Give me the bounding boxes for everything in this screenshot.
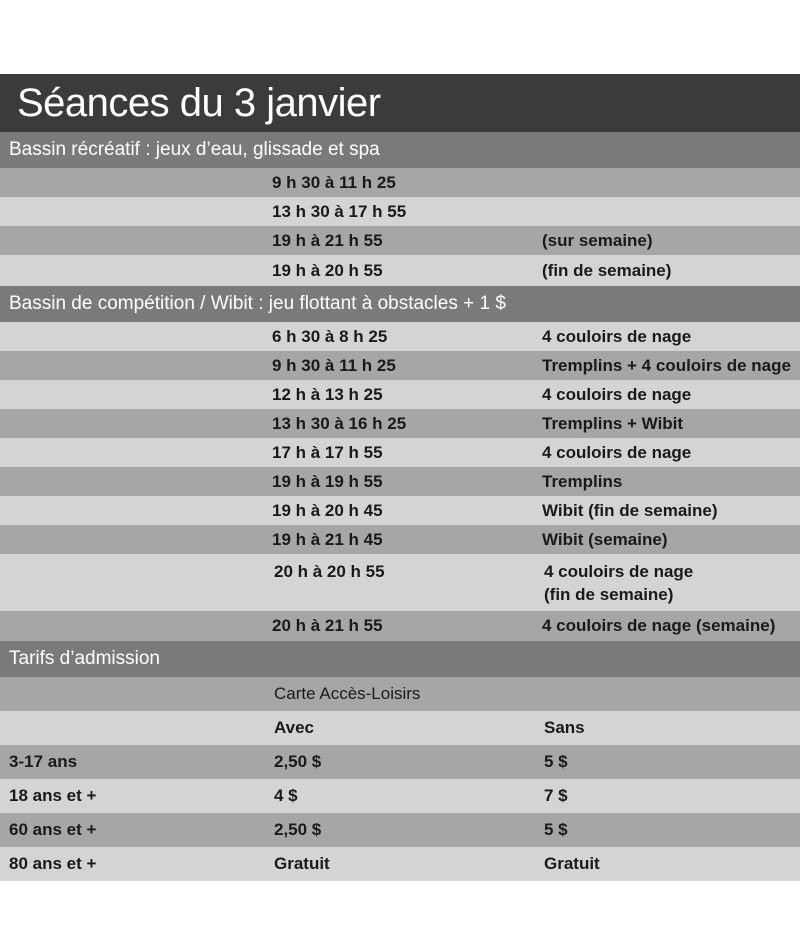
- price-with-cell: 4 $: [274, 786, 298, 805]
- table-row: [0, 351, 800, 380]
- note-cell: 4 couloirs de nage (fin de semaine): [544, 562, 694, 604]
- time-cell: 13 h 30 à 17 h 55: [272, 201, 407, 221]
- age-cell: 3-17 ans: [9, 752, 78, 771]
- page-title: Séances du 3 janvier: [0, 74, 800, 132]
- note-cell: Tremplins + 4 couloirs de nage: [542, 355, 791, 375]
- section-heading-admission: Tarifs d’admission: [0, 641, 800, 677]
- table-row: [0, 779, 800, 813]
- table-row: [0, 611, 800, 641]
- time-cell: 19 h à 19 h 55: [272, 471, 383, 491]
- price-without-cell: 5 $: [544, 752, 568, 771]
- price-with-cell: 2,50 $: [274, 752, 322, 771]
- column-header-with: Avec: [274, 718, 315, 737]
- time-cell: 19 h à 21 h 55: [272, 230, 383, 250]
- price-with-cell: 2,50 $: [274, 820, 322, 839]
- table-row: [0, 496, 800, 525]
- time-cell: 9 h 30 à 11 h 25: [272, 355, 396, 375]
- note-cell: (sur semaine): [542, 230, 653, 250]
- price-without-cell: 5 $: [544, 820, 568, 839]
- note-cell: Tremplins + Wibit: [542, 413, 684, 433]
- table-row: [0, 467, 800, 496]
- table-row: [0, 847, 800, 881]
- table-row: [0, 677, 800, 711]
- table-row: [0, 255, 800, 286]
- note-cell: Wibit (semaine): [542, 529, 668, 549]
- age-cell: 60 ans et +: [9, 820, 97, 839]
- time-cell: 20 h à 21 h 55: [272, 616, 383, 635]
- table-row: [0, 745, 800, 779]
- table-row: [0, 813, 800, 847]
- column-header-without: Sans: [544, 718, 585, 737]
- table-row: [0, 554, 800, 611]
- time-cell: 12 h à 13 h 25: [272, 384, 383, 404]
- price-without-cell: Gratuit: [544, 854, 600, 873]
- section-heading-competition: Bassin de compétition / Wibit : jeu flottant à obstacles + 1 $: [0, 286, 800, 322]
- note-cell: 4 couloirs de nage: [542, 326, 692, 346]
- schedule-table: [0, 74, 800, 881]
- age-cell: 18 ans et +: [9, 786, 97, 805]
- time-cell: 19 h à 21 h 45: [272, 529, 383, 549]
- price-without-cell: 7 $: [544, 786, 568, 805]
- section-heading-recreational: Bassin récréatif : jeux d’eau, glissade et spa: [0, 132, 800, 168]
- time-cell: 19 h à 20 h 55: [272, 260, 383, 280]
- table-row: [0, 525, 800, 554]
- note-cell: (fin de semaine): [542, 260, 672, 280]
- time-cell: 6 h 30 à 8 h 25: [272, 326, 388, 346]
- table-row: [0, 322, 800, 351]
- note-cell: 4 couloirs de nage (semaine): [542, 616, 776, 635]
- table-row: [0, 168, 800, 197]
- note-cell: 4 couloirs de nage: [542, 442, 692, 462]
- table-row: [0, 380, 800, 409]
- time-cell: 20 h à 20 h 55: [274, 562, 385, 581]
- table-row: [0, 409, 800, 438]
- time-cell: 9 h 30 à 11 h 25: [272, 172, 396, 192]
- table-row: [0, 226, 800, 255]
- note-cell: Tremplins: [542, 471, 623, 491]
- time-cell: 13 h 30 à 16 h 25: [272, 413, 407, 433]
- age-cell: 80 ans et +: [9, 854, 97, 873]
- note-cell: 4 couloirs de nage: [542, 384, 692, 404]
- time-cell: 19 h à 20 h 45: [272, 500, 383, 520]
- note-cell: Wibit (fin de semaine): [542, 500, 718, 520]
- table-row: [0, 438, 800, 467]
- card-label: Carte Accès-Loisirs: [274, 684, 421, 703]
- table-row: [0, 711, 800, 745]
- table-row: [0, 197, 800, 226]
- price-with-cell: Gratuit: [274, 854, 330, 873]
- time-cell: 17 h à 17 h 55: [272, 442, 383, 462]
